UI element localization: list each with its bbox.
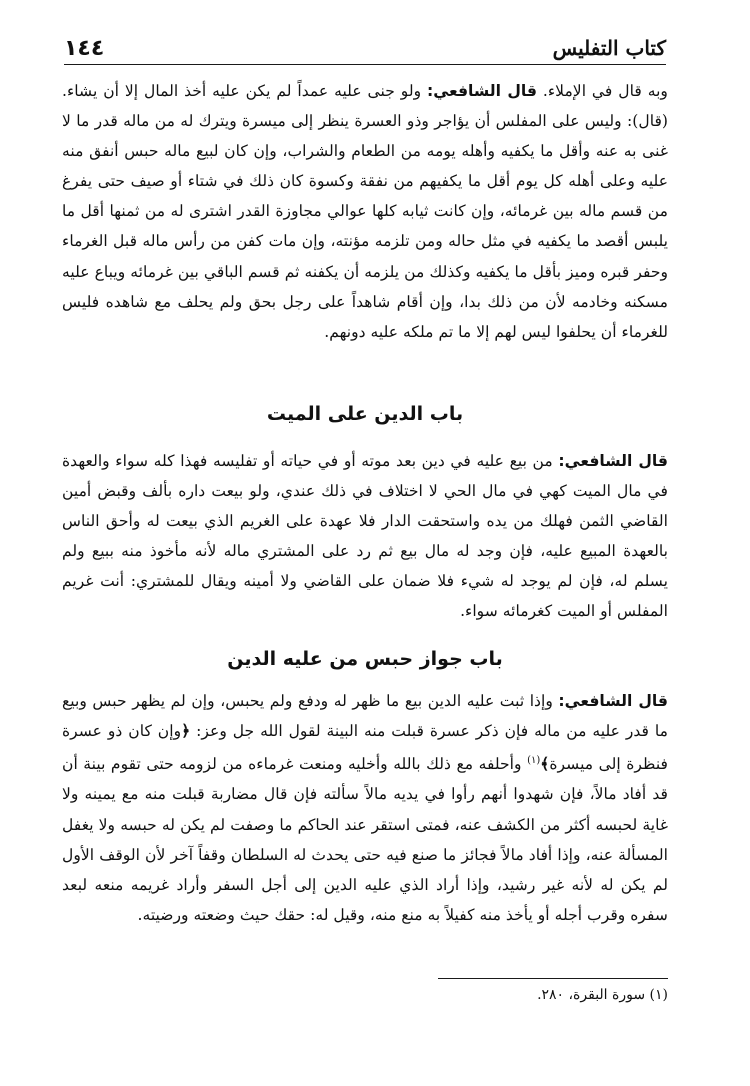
speaker-label: قال الشافعي:	[558, 452, 668, 470]
footnote-divider	[438, 978, 668, 979]
paragraph	[62, 446, 668, 627]
speaker-label: قال الشافعي:	[558, 692, 668, 710]
quran-bracket-open: ﴿	[181, 721, 191, 741]
paragraph-text: وإذا ثبت عليه الدين بيع ما ظهر له ودفع ولم يحبس، وإن لم يظهر حبس وبيع ما قدر عليه من ماله فإن ذكر عسرة قبلت منه البينة لقول الله جل وعز:	[62, 692, 668, 741]
chapter-heading-debtor-detention: باب جواز حبس من عليه الدين	[227, 648, 503, 670]
paragraph-text: ولو جنى عليه عمداً لم يكن عليه أخذ المال إلا أن يشاء. (قال): وليس على المفلس أن يؤاجر وذو العسرة ينظر إلى ميسرة ويترك له من ماله قدر ما لا غنى به عنه وأقل ما يكفيه وأهله يومه من الطعام والشراب، وإن كان لبيع ماله حبس أنفق منه عليه وعلى أهله كل يوم أقل ما يكفيهم من نفقة وكسوة كان ذلك في شتاء أو صيف حتى يفرغ من قسم ماله بين غرمائه، وإن كانت ثيابه كلها عوالي مجاوزة القدر اشترى له من ثمنها أقل ما يلبس أقصد ما يكفيه في مثل حاله ومن تلزمه مؤنته، وإن مات كفن من رأس ماله قبل الغرماء وحفر قبره وميز بأقل ما يكفيه وكذلك من يلزمه أن يكفنه ثم قسم الباقي بين غرمائه ويباع عليه مسكنه وخادمه لأن من ذلك بدا، وإن أقام شاهداً على رجل بحق ولم يحلف مع شاهده فليس للغرماء أن يحلفوا ليس لهم إلا ما تم ملكه عليه دونهم.	[62, 82, 668, 341]
book-title: كتاب التفليس	[552, 36, 666, 60]
quran-bracket-close: ﴾	[540, 754, 550, 774]
chapter-heading-debt-of-deceased: باب الدين على الميت	[266, 403, 464, 425]
quran-quote: وإن كان ذو عسرة فنظرة إلى ميسرة	[62, 722, 668, 774]
section-continuation	[62, 76, 668, 347]
running-header	[64, 28, 666, 65]
footnote: (١) سورة البقرة، ٢٨٠.	[537, 987, 668, 1003]
paragraph-text: وأحلفه مع ذلك بالله وأخليه ومنعت غرماءه من لزومه حتى تقوم بينة أن قد أفاد مالاً، فإن شهدوا أنهم رأوا في يديه مالاً سألته فإن قال مضاربة قبلت منه مع يمينه ولا غاية لحبسه أكثر من الكشف عنه، فمتى استقر عند الحاكم ما وصفت لم يكن له حبسه ولا يغفل المسألة عنه، وإذا أفاد مالاً فجائز ما صنع فيه حتى يحدث له السلطان وقفاً آخر لأن الوقف الأول لم يكن له لأنه غير رشيد، وإذا أراد الذي عليه الدين إلى أجل السفر وأراد غريمه منعه لبعد سفره وقرب أجله أو يأخذ منه كفيلاً به منع منه، وقيل له: حقك حيث وضعته ورضيته.	[62, 755, 668, 924]
paragraph-text: من بيع عليه في دين بعد موته أو في حياته أو تفليسه فهذا كله سواء والعهدة في مال الميت كهي في مال الحي لا اختلاف في ذلك عندي، ولو بيعت داره بألف وقبض أمين القاضي الثمن فهلك من يده واستحقت الدار فلا عهدة على الغريم الذي بيعت له وأحق الناس بالعهدة المبيع عليه، فإن وجد له مال بيع ثم رد على المشتري ماله لأنه مأخوذ منه ببيع ولم يسلم له، فإن لم يوجد له شيء فلا ضمان على القاضي ولا أمينه ويقال للمشتري: أنت غريم المفلس أو الميت كغرمائه سواء.	[62, 452, 668, 621]
paragraph	[62, 76, 668, 347]
paragraph	[62, 686, 668, 930]
footnote-reference: (١)	[527, 755, 541, 767]
page-number: ١٤٤	[64, 36, 105, 61]
speaker-label: قال الشافعي:	[427, 82, 537, 100]
paragraph-lead: وبه قال في الإملاء.	[542, 82, 668, 100]
section-debt-of-deceased	[62, 446, 668, 627]
section-debtor-detention	[62, 686, 668, 930]
